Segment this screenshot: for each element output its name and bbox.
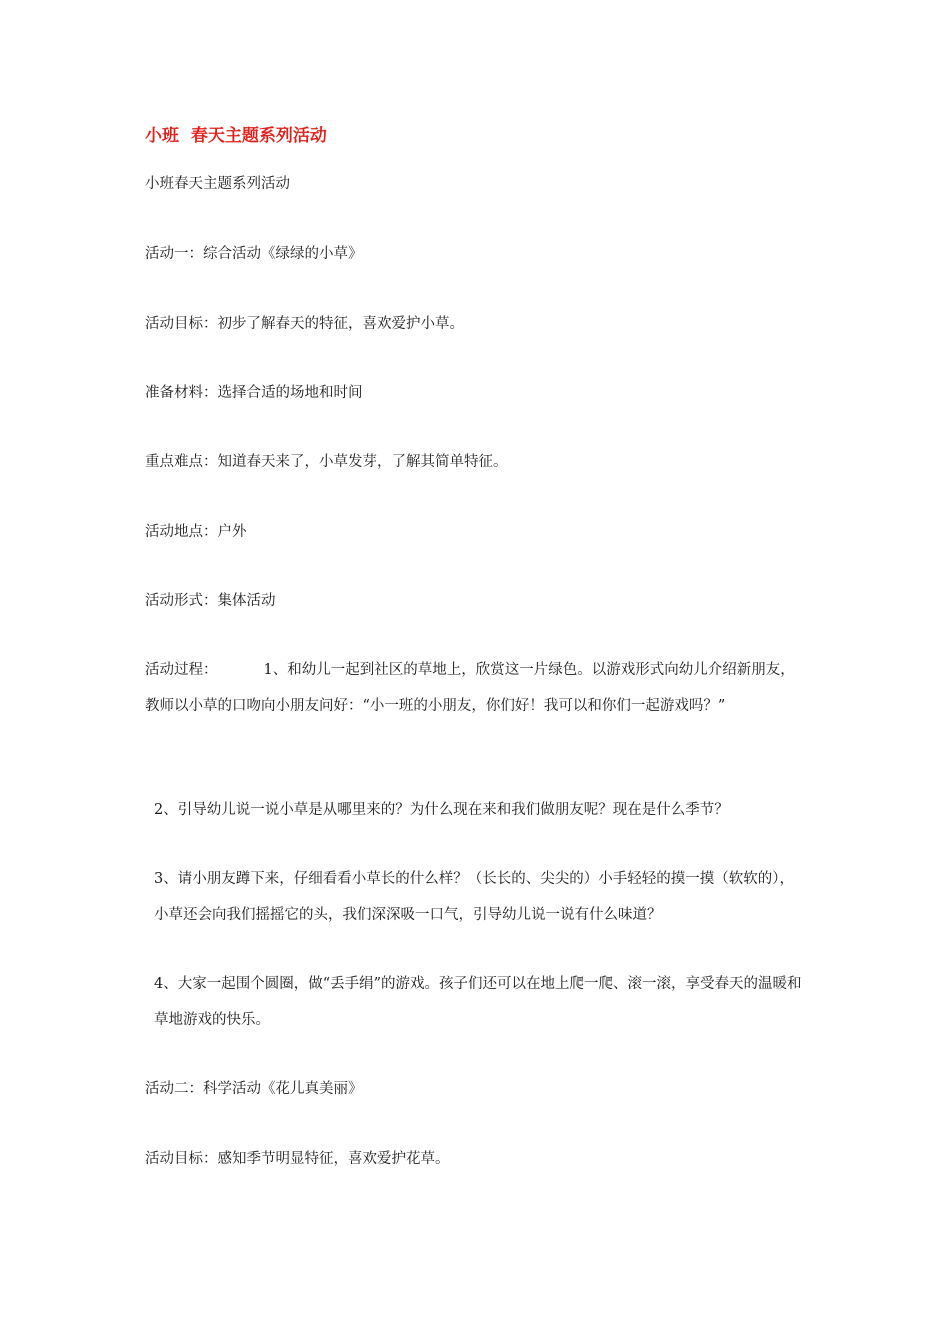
process-step-1-paragraph [145, 652, 805, 724]
activity2-heading: 活动二：科学活动《花儿真美丽》 [145, 1081, 363, 1097]
document-title: 小班 春天主题系列活动 [145, 126, 327, 146]
activity1-heading: 活动一：综合活动《绿绿的小草》 [145, 246, 363, 262]
process-label: 活动过程： [145, 662, 218, 678]
activity1-form: 活动形式：集体活动 [145, 593, 276, 609]
activity2-goal: 活动目标：感知季节明显特征，喜欢爱护花草。 [145, 1151, 450, 1167]
activity1-materials: 准备材料：选择合适的场地和时间 [145, 385, 363, 401]
document-subtitle: 小班春天主题系列活动 [145, 176, 290, 192]
activity1-key-points: 重点难点：知道春天来了，小草发芽，了解其简单特征。 [145, 454, 508, 470]
activity1-location: 活动地点：户外 [145, 524, 247, 540]
process-step-2: 2、引导幼儿说一说小草是从哪里来的？为什么现在来和我们做朋友呢？现在是什么季节？ [154, 802, 729, 818]
process-step-4: 4、大家一起围个圆圈，做“丢手绢”的游戏。孩子们还可以在地上爬一爬、滚一滚，享受春天的温暖和草地游戏的快乐。 [154, 976, 802, 1028]
activity1-goal: 活动目标：初步了解春天的特征，喜欢爱护小草。 [145, 316, 464, 332]
process-step-3: 3、请小朋友蹲下来，仔细看看小草长的什么样？（长长的、尖尖的）小手轻轻的摸一摸（软软的），小草还会向我们摇摇它的头，我们深深吸一口气，引导幼儿说一说有什么味道？ [154, 871, 794, 923]
process-step-1: 1、和幼儿一起到社区的草地上，欣赏这一片绿色。以游戏形式向幼儿介绍新朋友，教师以小草的口吻向小朋友问好：“小一班的小朋友，你们好！我可以和你们一起游戏吗？” [145, 662, 795, 714]
